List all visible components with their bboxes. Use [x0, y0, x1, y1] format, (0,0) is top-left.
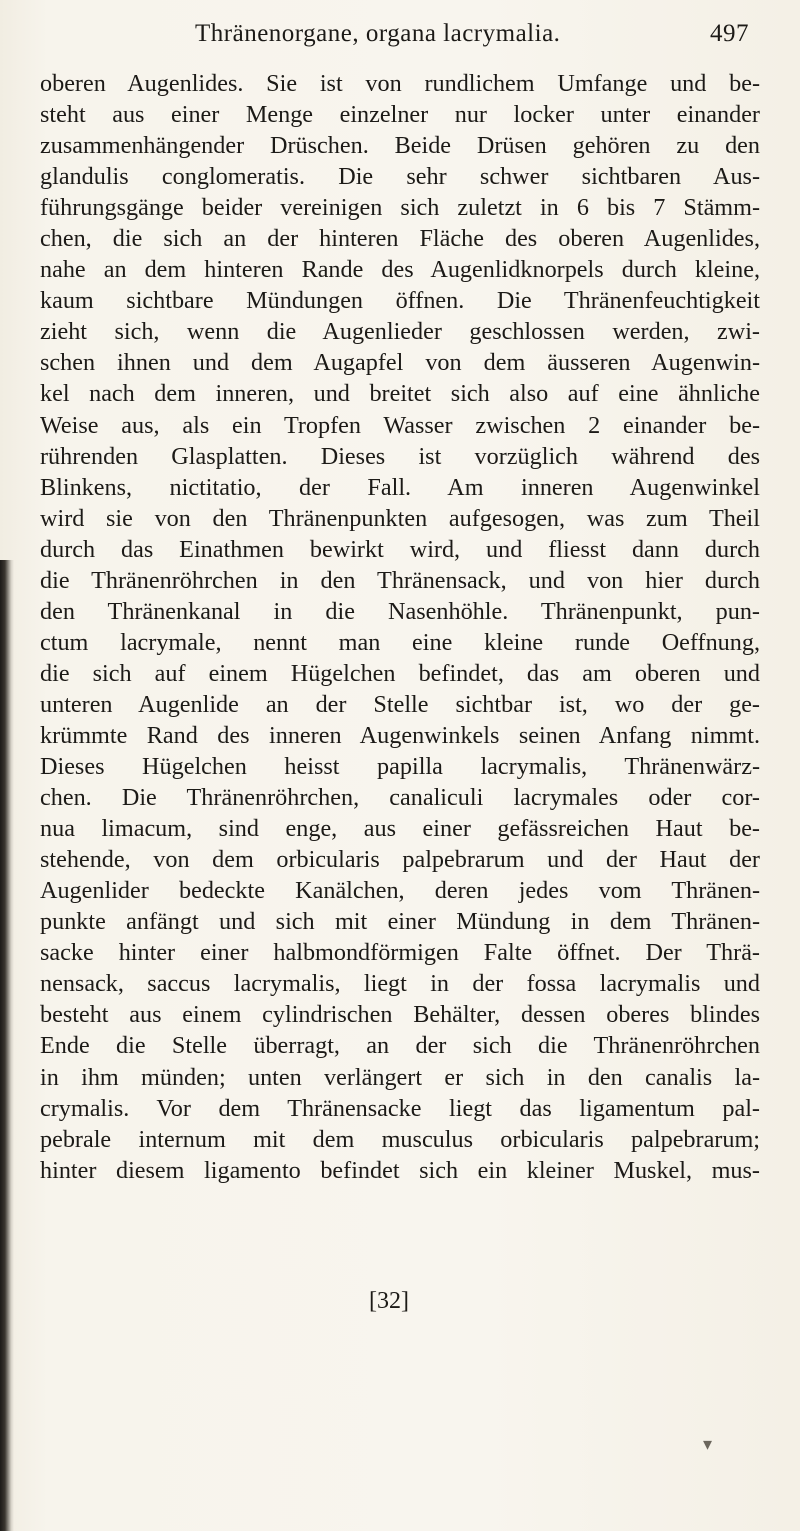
text-line: wird sie von den Thränenpunkten aufgesogen, was zum Theil	[40, 504, 760, 532]
text-line: stehende, von dem orbicularis palpebrarum und der Haut der	[40, 846, 760, 874]
text-line: den Thränenkanal in die Nasenhöhle. Thränenpunkt, pun-	[40, 597, 760, 625]
text-line: schen ihnen und dem Augapfel von dem äusseren Augenwin-	[40, 349, 760, 377]
text-line: chen. Die Thränenröhrchen, canaliculi lacrymales oder cor-	[40, 784, 760, 812]
text-line: Dieses Hügelchen heisst papilla lacrymalis, Thränenwärz-	[40, 753, 760, 781]
text-line: krümmte Rand des inneren Augenwinkels seinen Anfang nimmt.	[40, 721, 760, 749]
text-line: kaum sichtbare Mündungen öffnen. Die Thränenfeuchtigkeit	[40, 287, 760, 315]
text-line: oberen Augenlides. Sie ist von rundlichem Umfange und be-	[40, 70, 760, 97]
text-line: in ihm münden; unten verlängert er sich in den canalis la-	[40, 1063, 760, 1091]
text-line: nua limacum, sind enge, aus einer gefässreichen Haut be-	[40, 815, 760, 843]
text-line: führungsgänge beider vereinigen sich zuletzt in 6 bis 7 Stämm-	[40, 194, 760, 222]
binding-shadow	[0, 560, 14, 1531]
text-line: zusammenhängender Drüschen. Beide Drüsen gehören zu den	[40, 132, 760, 160]
text-line: kel nach dem inneren, und breitet sich also auf eine ähnliche	[40, 380, 760, 408]
text-line: punkte anfängt und sich mit einer Mündung in dem Thränen-	[40, 908, 760, 936]
text-line: sacke hinter einer halbmondförmigen Falte öffnet. Der Thrä-	[40, 939, 760, 967]
text-line: Weise aus, als ein Tropfen Wasser zwischen 2 einander be-	[40, 411, 760, 439]
text-line: Augenlider bedeckte Kanälchen, deren jedes vom Thränen-	[40, 877, 760, 905]
text-line: nensack, saccus lacrymalis, liegt in der fossa lacrymalis und	[40, 970, 760, 998]
running-head	[0, 20, 800, 60]
text-line: die Thränenröhrchen in den Thränensack, und von hier durch	[40, 566, 760, 594]
body-text	[40, 68, 760, 1186]
text-line: crymalis. Vor dem Thränensacke liegt das ligamentum pal-	[40, 1094, 760, 1122]
text-line: durch das Einathmen bewirkt wird, und fliesst dann durch	[40, 535, 760, 563]
text-line: hinter diesem ligamento befindet sich ein kleiner Muskel, mus-	[40, 1156, 760, 1184]
text-line: glandulis conglomeratis. Die sehr schwer sichtbaren Aus-	[40, 163, 760, 191]
text-line: zieht sich, wenn die Augenlieder geschlossen werden, zwi-	[40, 318, 760, 346]
text-line: steht aus einer Menge einzelner nur locker unter einander	[40, 101, 760, 129]
text-line: Blinkens, nictitatio, der Fall. Am inneren Augenwinkel	[40, 473, 760, 501]
text-line: pebrale internum mit dem musculus orbicularis palpebrarum;	[40, 1125, 760, 1153]
text-line: besteht aus einem cylindrischen Behälter, dessen oberes blindes	[40, 1001, 760, 1029]
text-line: chen, die sich an der hinteren Fläche des oberen Augenlides,	[40, 225, 760, 253]
ink-smudge: ▾	[703, 1434, 713, 1455]
text-line: nahe an dem hinteren Rande des Augenlidknorpels durch kleine,	[40, 256, 760, 284]
text-line: Ende die Stelle überragt, an der sich die Thränenröhrchen	[40, 1032, 760, 1060]
signature-mark: [32]	[369, 1288, 409, 1314]
running-title: Thränenorgane, organa lacrymalia.	[195, 20, 561, 47]
text-line: die sich auf einem Hügelchen befindet, das am oberen und	[40, 659, 760, 687]
text-line: rührenden Glasplatten. Dieses ist vorzüglich während des	[40, 442, 760, 470]
page-number: 497	[710, 20, 749, 47]
text-line: ctum lacrymale, nennt man eine kleine runde Oeffnung,	[40, 628, 760, 656]
text-line: unteren Augenlide an der Stelle sichtbar ist, wo der ge-	[40, 690, 760, 718]
